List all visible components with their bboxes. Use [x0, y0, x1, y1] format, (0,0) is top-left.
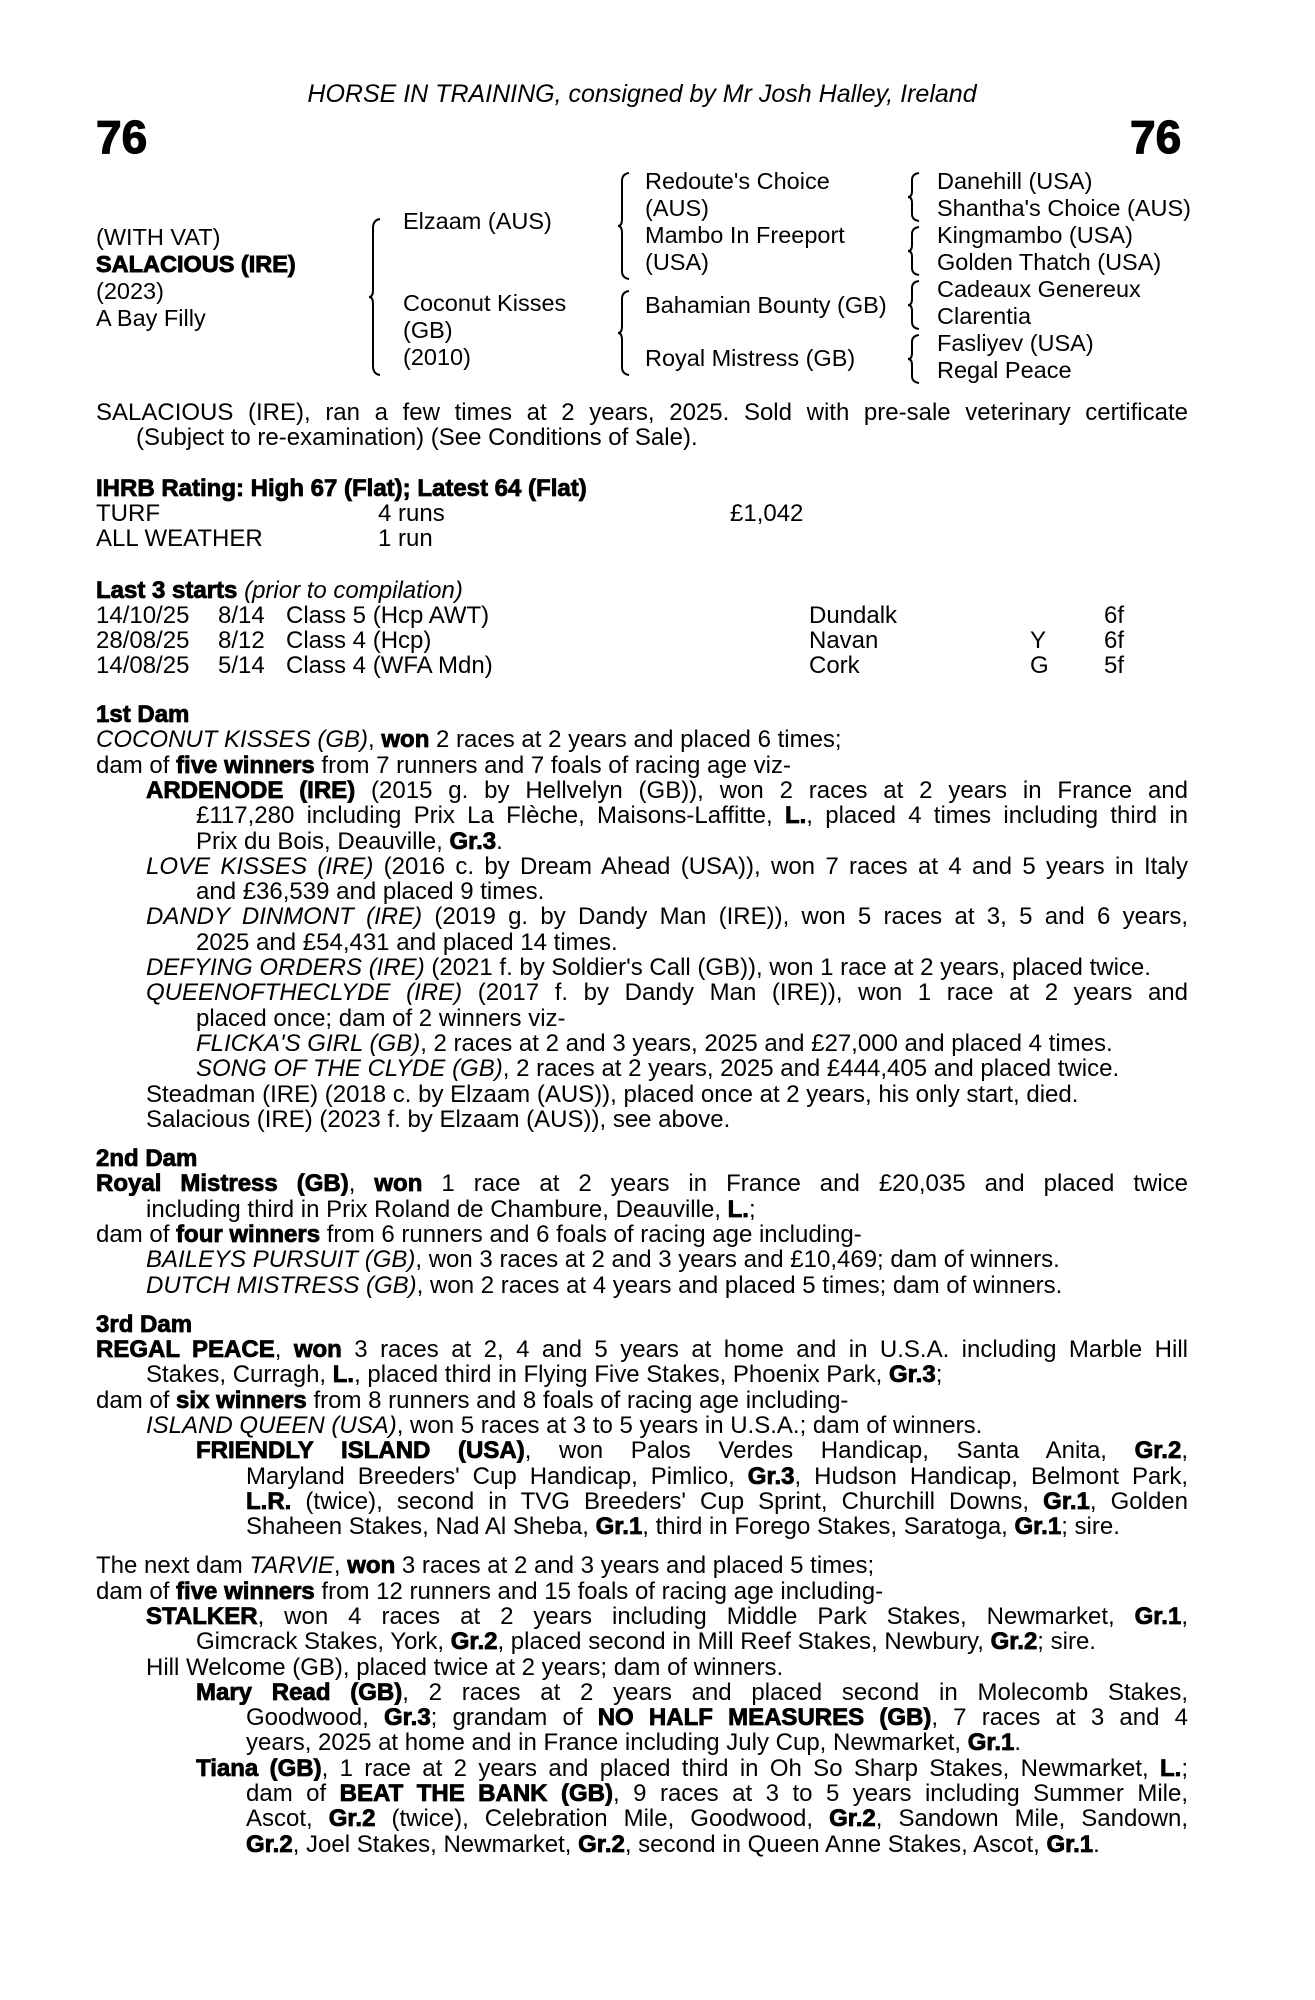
- text: , 2 races at 2 years and placed second in Molecomb Stakes,: [402, 1679, 1188, 1705]
- text: , Golden: [1089, 1488, 1188, 1514]
- bold-text: STALKER: [146, 1603, 258, 1629]
- history-line: [246, 1514, 1188, 1539]
- brace-g1: [907, 172, 921, 222]
- text: , 1 race at 2 years and placed third in Oh So Sharp Stakes, Newmarket,: [321, 1755, 1160, 1781]
- history-line: [246, 1781, 1188, 1806]
- italic-name: LOVE KISSES (IRE): [146, 853, 374, 879]
- pedigree-sire: Elzaam (AUS): [403, 208, 552, 234]
- text: dam of: [96, 751, 177, 779]
- history-line: [196, 829, 1188, 854]
- start-race: Class 5 (Hcp AWT): [286, 602, 490, 629]
- text: , placed second in Mill Reef Stakes, Newbury,: [497, 1628, 991, 1656]
- text: ,: [1181, 1438, 1188, 1464]
- text: Hill Welcome (GB), placed twice at 2 years; dam of winners.: [146, 1653, 784, 1681]
- italic-name: TARVIE: [249, 1552, 334, 1580]
- history-line: [196, 930, 1188, 955]
- italic-name: FLICKA'S GIRL (GB): [196, 1029, 421, 1057]
- history-line: [146, 1655, 1188, 1680]
- italic-name: SONG OF THE CLYDE (GB): [196, 1055, 503, 1083]
- bold-text: Gr.2: [829, 1806, 876, 1832]
- bold-text: Gr.2: [450, 1628, 498, 1656]
- surface-turf: TURF: [96, 500, 160, 527]
- bold-text: Royal Mistress (GB): [96, 1171, 349, 1197]
- history-line: [96, 1388, 1188, 1413]
- surface-all-weather: ALL WEATHER: [96, 525, 263, 552]
- text: The next dam: [96, 1552, 250, 1580]
- text: , placed third in Flying Five Stakes, Phoenix Park,: [354, 1361, 889, 1389]
- start-race: Class 4 (Hcp): [286, 627, 432, 654]
- bold-text: Gr.2: [990, 1628, 1038, 1656]
- sire-sire-country: (AUS): [645, 195, 709, 221]
- bold-text: BEAT THE BANK (GB): [339, 1781, 613, 1806]
- history-line: [146, 1247, 1188, 1272]
- text: , third in Forego Stakes, Saratoga,: [642, 1513, 1015, 1541]
- bold-text: won: [381, 726, 430, 754]
- history-line: [146, 778, 1188, 803]
- italic-name: DANDY DINMONT (IRE): [146, 904, 423, 930]
- text: placed once; dam of 2 winners viz-: [196, 1004, 566, 1032]
- pedigree-brace-main: [368, 218, 382, 376]
- italic-name: DEFYING ORDERS (IRE): [146, 954, 425, 981]
- ggp-regal-peace: Regal Peace: [937, 357, 1072, 383]
- text: Steadman (IRE) (2018 c. by Elzaam (AUS)), placed once at 2 years, his only start, died.: [146, 1080, 1079, 1108]
- history-line: [196, 1056, 1188, 1081]
- text: , Hudson Handicap, Belmont Park,: [794, 1463, 1188, 1489]
- bold-text: Gr.2: [578, 1830, 625, 1858]
- runs-all-weather: 1 run: [378, 525, 433, 552]
- text: dam of: [96, 1220, 177, 1248]
- bold-text: Gr.1: [1043, 1488, 1090, 1514]
- text: , second in Queen Anne Stakes, Ascot,: [624, 1830, 1047, 1858]
- text: , placed 4 times including third in: [806, 803, 1188, 829]
- bold-text: 2nd Dam: [96, 1145, 198, 1172]
- text: including third in Prix Roland de Chambure, Deauville,: [146, 1195, 728, 1223]
- start-venue: Dundalk: [809, 602, 898, 629]
- start-venue: Cork: [809, 652, 860, 679]
- history-line: [96, 1222, 1188, 1247]
- text: from 7 runners and 7 foals of racing age viz-: [314, 751, 792, 779]
- text: Goodwood,: [246, 1705, 384, 1731]
- start-race: Class 4 (WFA Mdn): [286, 652, 493, 679]
- bold-text: won: [347, 1552, 396, 1580]
- sire-dam-country: (USA): [645, 249, 709, 275]
- italic-name: COCONUT KISSES (GB): [96, 726, 369, 754]
- section-heading: [96, 702, 1188, 727]
- pedigree-sire-sire: [645, 168, 830, 222]
- text: ,: [274, 1337, 294, 1362]
- start-going: Y: [1030, 627, 1047, 654]
- history-line: [96, 1553, 1188, 1578]
- horse-year: (2023): [96, 278, 164, 304]
- text: from 12 runners and 15 foals of racing age including-: [314, 1577, 884, 1605]
- section-heading: [96, 1312, 1188, 1337]
- text: and £36,539 and placed 9 times.: [196, 878, 545, 906]
- text: 1 race at 2 years in France and £20,035 and placed twice: [422, 1171, 1188, 1197]
- history-line: [246, 1730, 1188, 1755]
- text: (twice), Celebration Mile, Goodwood,: [375, 1806, 830, 1832]
- text: from 6 runners and 6 foals of racing age including-: [320, 1220, 862, 1248]
- start-dist: 6f: [1104, 602, 1125, 629]
- text: ; sire.: [1061, 1513, 1120, 1541]
- history-line: [146, 1082, 1188, 1107]
- bold-text: Gr.1: [595, 1513, 643, 1541]
- brace-g3: [907, 280, 921, 330]
- earnings-turf: £1,042: [730, 500, 804, 527]
- start-dist: 6f: [1104, 627, 1125, 654]
- bold-text: Gr.3: [747, 1463, 795, 1489]
- bold-text: FRIENDLY ISLAND (USA): [196, 1438, 525, 1464]
- history-line: [196, 879, 1188, 904]
- history-line: [146, 1413, 1188, 1438]
- bold-text: won: [293, 1337, 342, 1362]
- text: (2015 g. by Hellvelyn (GB)), won 2 races at 2 years in France and: [355, 777, 1188, 803]
- pedigree-brace-dam: [617, 290, 631, 376]
- bold-text: Gr.3: [383, 1705, 431, 1731]
- bold-text: Gr.3: [449, 827, 497, 855]
- bold-text: Gr.3: [889, 1361, 936, 1389]
- history-line: [196, 1006, 1188, 1031]
- text: , 9 races at 3 to 5 years including Summer Mile,: [612, 1781, 1188, 1806]
- text: dam of: [96, 1386, 177, 1414]
- dam-name-line: Coconut Kisses: [403, 290, 567, 316]
- text: Gimcrack Stakes, York,: [196, 1628, 451, 1656]
- text: (2017 f. by Dandy Man (IRE)), won 1 race at 2 years and: [462, 980, 1188, 1006]
- bold-text: Gr.2: [246, 1830, 293, 1858]
- text: , won 2 races at 4 years and placed 5 times; dam of winners.: [416, 1271, 1063, 1299]
- pedigree-dam: [403, 290, 566, 371]
- italic-name: QUEENOFTHECLYDE (IRE): [146, 980, 463, 1006]
- history-line: [196, 1756, 1188, 1781]
- history-line: [96, 1171, 1188, 1196]
- text: dam of: [96, 1577, 177, 1605]
- bold-text: Gr.1: [1134, 1603, 1182, 1629]
- text: , Joel Stakes, Newmarket,: [292, 1830, 579, 1858]
- history-line: [96, 1579, 1188, 1604]
- text: .: [1014, 1729, 1022, 1757]
- summary-line-1: SALACIOUS (IRE), ran a few times at 2 years, 2025. Sold with pre-sale veterinary certificate: [96, 400, 1188, 425]
- summary-line-2: (Subject to re-examination) (See Conditions of Sale).: [136, 424, 698, 451]
- pedigree-sire-dam: [645, 222, 845, 276]
- history-line: [246, 1489, 1188, 1514]
- bold-text: L.: [332, 1361, 355, 1389]
- dam-country-line: (GB): [403, 317, 453, 343]
- start-date: 14/10/25: [96, 602, 190, 629]
- start-going: G: [1030, 652, 1049, 679]
- start-pos: 8/12: [218, 627, 265, 654]
- bold-text: L.: [727, 1195, 749, 1223]
- text: ,: [333, 1552, 348, 1580]
- text: , won 4 races at 2 years including Middle Park Stakes, Newmarket,: [257, 1603, 1135, 1629]
- history-line: [246, 1832, 1188, 1857]
- text: ,: [1181, 1603, 1188, 1629]
- text: Maryland Breeders' Cup Handicap, Pimlico,: [246, 1463, 748, 1489]
- bold-text: REGAL PEACE: [96, 1337, 275, 1362]
- bold-text: Gr.2: [328, 1806, 376, 1832]
- pedigree-dam-dam: Royal Mistress (GB): [645, 345, 856, 371]
- text: Salacious (IRE) (2023 f. by Elzaam (AUS)), see above.: [146, 1105, 731, 1133]
- pedigree-brace-sire: [617, 172, 631, 280]
- bold-text: Mary Read (GB): [196, 1679, 403, 1705]
- history-line: [146, 854, 1188, 879]
- text: Stakes, Curragh,: [146, 1361, 333, 1389]
- ggp-danehill: Danehill (USA): [937, 168, 1093, 194]
- bold-text: five winners: [176, 1577, 315, 1605]
- last-starts-note: (prior to compilation): [244, 577, 463, 604]
- ggp-shanthas-choice: Shantha's Choice (AUS): [937, 195, 1191, 221]
- text: .: [496, 827, 503, 855]
- history-line: [196, 803, 1188, 828]
- bold-text: Gr.1: [1014, 1513, 1062, 1541]
- pedigree-great-grandparents: [937, 168, 1191, 384]
- section-heading: [96, 1146, 1188, 1171]
- bold-text: six winners: [176, 1386, 307, 1414]
- ggp-cadeaux-genereux: Cadeaux Genereux: [937, 276, 1141, 302]
- text: £117,280 including Prix La Flèche, Maisons-Laffitte,: [196, 803, 785, 829]
- start-pos: 5/14: [218, 652, 265, 679]
- brace-g2: [907, 226, 921, 276]
- history-line: [96, 1337, 1188, 1362]
- text: .: [1093, 1830, 1100, 1858]
- bold-text: 1st Dam: [96, 701, 190, 728]
- start-date: 28/08/25: [96, 627, 190, 654]
- history-line: [146, 1604, 1188, 1629]
- text: 3 races at 2, 4 and 5 years at home and in U.S.A. including Marble Hill: [341, 1337, 1188, 1362]
- bold-text: L.R.: [246, 1488, 292, 1514]
- history-line: [146, 955, 1188, 980]
- start-dist: 5f: [1104, 652, 1125, 679]
- text: 2025 and £54,431 and placed 14 times.: [196, 928, 618, 956]
- text: , won 3 races at 2 and 3 years and £10,469; dam of winners.: [415, 1246, 1060, 1274]
- catalogue-header-title: HORSE IN TRAINING, consigned by Mr Josh Halley, Ireland: [307, 80, 977, 108]
- vat-label: (WITH VAT): [96, 224, 221, 250]
- sire-sire-name: Redoute's Choice: [645, 168, 830, 194]
- ggp-fasliyev: Fasliyev (USA): [937, 330, 1094, 356]
- horse-name: SALACIOUS (IRE): [96, 251, 296, 277]
- text: (twice), second in TVG Breeders' Cup Sprint, Churchill Downs,: [291, 1488, 1044, 1514]
- text: , won 5 races at 3 to 5 years in U.S.A.; dam of winners.: [396, 1411, 983, 1439]
- lot-number-right: 76: [1130, 111, 1182, 163]
- horse-identity: [96, 224, 296, 332]
- history-line: [146, 904, 1188, 929]
- bold-text: L.: [1160, 1755, 1182, 1781]
- lot-number-left: 76: [96, 111, 148, 163]
- text: Prix du Bois, Deauville,: [196, 827, 450, 855]
- text: (2019 g. by Dandy Man (IRE)), won 5 races at 3, 5 and 6 years,: [422, 904, 1188, 930]
- sire-dam-name: Mambo In Freeport: [645, 222, 845, 248]
- text: (2016 c. by Dream Ahead (USA)), won 7 races at 4 and 5 years in Italy: [373, 853, 1188, 879]
- brace-g4: [907, 334, 921, 384]
- italic-name: BAILEYS PURSUIT (GB): [146, 1246, 416, 1274]
- text: ;: [1181, 1755, 1188, 1781]
- text: Shaheen Stakes, Nad Al Sheba,: [246, 1513, 596, 1541]
- text: (2021 f. by Soldier's Call (GB)), won 1 race at 2 years, placed twice.: [424, 954, 1151, 981]
- bold-text: 3rd Dam: [96, 1310, 193, 1338]
- bold-text: Gr.2: [1134, 1438, 1182, 1464]
- history-line: [96, 727, 1188, 752]
- text: , Sandown Mile, Sandown,: [875, 1806, 1188, 1832]
- history-line: [146, 1107, 1188, 1132]
- italic-name: ISLAND QUEEN (USA): [146, 1411, 397, 1439]
- ggp-kingmambo: Kingmambo (USA): [937, 222, 1133, 248]
- text: , 2 races at 2 and 3 years, 2025 and £27,000 and placed 4 times.: [420, 1029, 1113, 1057]
- runs-turf: 4 runs: [378, 500, 445, 527]
- start-pos: 8/14: [218, 602, 265, 629]
- text: ; sire.: [1037, 1628, 1096, 1656]
- start-date: 14/08/25: [96, 652, 190, 679]
- text: , 7 races at 3 and 4: [931, 1705, 1188, 1731]
- bold-text: NO HALF MEASURES (GB): [597, 1705, 932, 1731]
- history-line: [96, 753, 1188, 778]
- bold-text: four winners: [176, 1220, 321, 1248]
- text: ,: [368, 726, 382, 754]
- history-line: [196, 1629, 1188, 1654]
- text: ;: [935, 1361, 943, 1389]
- ihrb-rating-heading: IHRB Rating: High 67 (Flat); Latest 64 (Flat): [96, 475, 587, 502]
- last-starts-title: Last 3 starts: [96, 577, 238, 604]
- history-line: [196, 1438, 1188, 1463]
- history-line: [146, 1362, 1188, 1387]
- bold-text: five winners: [176, 751, 315, 779]
- history-line: [146, 1197, 1188, 1222]
- text: ,: [348, 1171, 375, 1197]
- dam-year-line: (2010): [403, 344, 471, 370]
- italic-name: DUTCH MISTRESS (GB): [146, 1271, 417, 1299]
- history-line: [246, 1464, 1188, 1489]
- ggp-golden-thatch: Golden Thatch (USA): [937, 249, 1162, 275]
- bold-text: won: [374, 1171, 423, 1197]
- text: 2 races at 2 years and placed 6 times;: [429, 726, 842, 754]
- text: Ascot,: [246, 1806, 329, 1832]
- bold-text: L.: [784, 803, 807, 829]
- text: , won Palos Verdes Handicap, Santa Anita,: [524, 1438, 1135, 1464]
- history-line: [246, 1705, 1188, 1730]
- bold-text: ARDENODE (IRE): [146, 777, 356, 803]
- text: years, 2025 at home and in France including July Cup, Newmarket,: [246, 1729, 968, 1757]
- history-line: [196, 1031, 1188, 1056]
- pedigree-dam-sire: Bahamian Bounty (GB): [645, 292, 887, 318]
- history-line: [146, 980, 1188, 1005]
- history-line: [146, 1273, 1188, 1298]
- ggp-clarentia: Clarentia: [937, 303, 1032, 329]
- bold-text: Gr.1: [967, 1729, 1015, 1757]
- history-line: [246, 1806, 1188, 1831]
- text: , 2 races at 2 years, 2025 and £444,405 and placed twice.: [502, 1055, 1120, 1083]
- text: ;: [748, 1195, 756, 1223]
- bold-text: Tiana (GB): [196, 1755, 322, 1781]
- start-venue: Navan: [809, 627, 879, 654]
- text: dam of: [246, 1781, 340, 1806]
- horse-description: A Bay Filly: [96, 305, 206, 331]
- text: 3 races at 2 and 3 years and placed 5 times;: [395, 1552, 875, 1580]
- history-line: [196, 1680, 1188, 1705]
- text: from 8 runners and 8 foals of racing age including-: [306, 1386, 849, 1414]
- text: ; grandam of: [430, 1705, 598, 1731]
- last-starts-heading: [96, 578, 463, 603]
- bold-text: Gr.1: [1046, 1830, 1094, 1858]
